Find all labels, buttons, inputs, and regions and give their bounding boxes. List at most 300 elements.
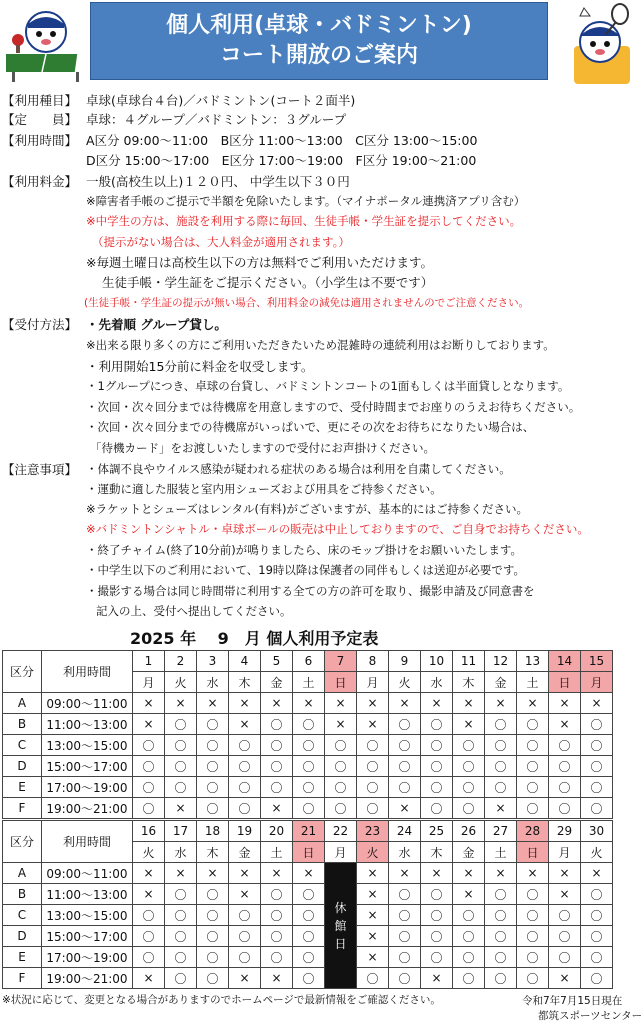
slot-time: 17:00～19:00 <box>42 947 133 968</box>
availability-cell: 〇 <box>581 777 613 798</box>
ryokin-label: 【利用料金】 <box>2 174 78 189</box>
weekday-14: 日 <box>549 672 581 693</box>
chui-line7: ・撮影する場合は同じ時間帯に利用する全ての方の許可を取り、撮影申請及び同意書を <box>86 584 535 598</box>
availability-cell: 〇 <box>517 947 549 968</box>
availability-cell: 〇 <box>133 905 165 926</box>
availability-cell: × <box>229 714 261 735</box>
availability-cell: 〇 <box>325 735 357 756</box>
table-row <box>3 777 613 798</box>
chui-line2: ・運動に適した服装と室内用シューズおよび用具をご持参ください。 <box>86 482 442 496</box>
day-number-10: 10 <box>421 651 453 672</box>
weekday-6: 土 <box>293 672 325 693</box>
weekday-28: 日 <box>517 842 549 863</box>
availability-cell: 〇 <box>517 798 549 819</box>
footer-org: 都筑スポーツセンター <box>538 1010 642 1022</box>
availability-cell: × <box>485 798 517 819</box>
weekday-21: 日 <box>293 842 325 863</box>
availability-cell: × <box>229 884 261 905</box>
availability-cell: 〇 <box>197 777 229 798</box>
uketsuke-line6: ・次回・次々回分までの待機席がいっぱいで、更にその次をお待ちになりたい場合は、 <box>86 420 535 434</box>
availability-cell: 〇 <box>453 968 485 989</box>
availability-cell: × <box>357 926 389 947</box>
availability-cell: × <box>261 968 293 989</box>
availability-cell: 〇 <box>197 714 229 735</box>
day-number-24: 24 <box>389 821 421 842</box>
slot-kubun: A <box>3 863 42 884</box>
availability-cell: × <box>197 863 229 884</box>
slot-time: 09:00～11:00 <box>42 863 133 884</box>
footer-note: ※状況に応じて、変更となる場合がありますのでホームページで最新情報をご確認ください。 <box>2 994 441 1006</box>
availability-cell: × <box>421 693 453 714</box>
day-number-6: 6 <box>293 651 325 672</box>
weekday-25: 木 <box>421 842 453 863</box>
availability-cell: 〇 <box>453 798 485 819</box>
availability-cell: 〇 <box>389 756 421 777</box>
availability-cell: × <box>165 863 197 884</box>
availability-cell: × <box>133 693 165 714</box>
availability-cell: 〇 <box>581 884 613 905</box>
availability-cell: 〇 <box>517 777 549 798</box>
title-line2: コート開放のご案内 <box>219 43 418 68</box>
availability-cell: 〇 <box>197 968 229 989</box>
availability-cell: 〇 <box>421 735 453 756</box>
availability-cell: 〇 <box>389 968 421 989</box>
slot-time: 13:00～15:00 <box>42 905 133 926</box>
availability-cell: 〇 <box>453 756 485 777</box>
availability-cell: × <box>357 905 389 926</box>
day-number-27: 27 <box>485 821 517 842</box>
riyo-label: 【利用種目】 <box>2 93 78 108</box>
weekday-26: 金 <box>453 842 485 863</box>
availability-cell: × <box>325 714 357 735</box>
uketsuke-line4: ・1グループにつき、卓球の台貸し、バドミントンコートの1面もしくは半面貸しとなります。 <box>86 379 570 393</box>
table-row <box>3 926 613 947</box>
availability-cell: 〇 <box>549 926 581 947</box>
day-number-12: 12 <box>485 651 517 672</box>
jikan-line2: D区分 15:00～17:00 E区分 17:00～19:00 F区分 19:00～21:00 <box>86 153 477 168</box>
chui-line3: ※ラケットとシューズはレンタル(有料)がございますが、基本的にはご持参ください。 <box>86 502 528 516</box>
slot-kubun: F <box>3 798 42 819</box>
weekday-11: 木 <box>453 672 485 693</box>
day-number-3: 3 <box>197 651 229 672</box>
availability-cell: 〇 <box>517 968 549 989</box>
availability-cell: × <box>165 693 197 714</box>
availability-cell: 〇 <box>261 777 293 798</box>
day-number-13: 13 <box>517 651 549 672</box>
slot-kubun: D <box>3 926 42 947</box>
schedule-table-second-half <box>2 820 613 989</box>
uketsuke-label: 【受付方法】 <box>2 317 78 332</box>
header <box>0 0 642 88</box>
availability-cell: 〇 <box>485 947 517 968</box>
availability-cell: 〇 <box>261 926 293 947</box>
title-banner <box>90 2 548 80</box>
availability-cell: 〇 <box>133 756 165 777</box>
slot-kubun: A <box>3 693 42 714</box>
chui-line5: ・終了チャイム(終了10分前)が鳴りましたら、床のモップ掛けをお願いいたします。 <box>86 543 522 557</box>
ryokin-line6: 生徒手帳・学生証をご提示ください。（小学生は不要です） <box>102 275 434 290</box>
availability-cell: 〇 <box>421 777 453 798</box>
table-row <box>3 798 613 819</box>
day-number-23: 23 <box>357 821 389 842</box>
availability-cell: 〇 <box>261 884 293 905</box>
day-number-4: 4 <box>229 651 261 672</box>
availability-cell: × <box>517 863 549 884</box>
closed-day-char: 日 <box>334 936 347 951</box>
availability-cell: 〇 <box>133 947 165 968</box>
availability-cell: 〇 <box>293 884 325 905</box>
weekday-22: 月 <box>325 842 357 863</box>
slot-kubun: C <box>3 905 42 926</box>
day-number-26: 26 <box>453 821 485 842</box>
weekday-4: 木 <box>229 672 261 693</box>
availability-cell: 〇 <box>133 777 165 798</box>
weekday-13: 土 <box>517 672 549 693</box>
weekday-10: 水 <box>421 672 453 693</box>
table-row <box>3 968 613 989</box>
availability-cell: 〇 <box>293 905 325 926</box>
availability-cell: 〇 <box>389 947 421 968</box>
chui-line1: ・体調不良やウイルス感染が疑われる症状のある場合は利用を自粛してください。 <box>86 462 511 476</box>
availability-cell: × <box>229 863 261 884</box>
header-jikan: 利用時間 <box>42 651 133 693</box>
day-number-28: 28 <box>517 821 549 842</box>
slot-time: 11:00～13:00 <box>42 884 133 905</box>
table-row <box>3 863 613 884</box>
availability-cell: 〇 <box>357 968 389 989</box>
availability-cell: 〇 <box>549 947 581 968</box>
availability-cell: × <box>165 798 197 819</box>
table-row <box>3 714 613 735</box>
ryokin-line4: （提示がない場合は、大人料金が適用されます。） <box>92 235 350 249</box>
availability-cell: × <box>549 884 581 905</box>
availability-cell: 〇 <box>165 947 197 968</box>
header-kubun: 区分 <box>3 651 42 693</box>
availability-cell: 〇 <box>581 756 613 777</box>
title-line1: 個人利用(卓球・バドミントン) <box>166 13 472 38</box>
weekday-16: 火 <box>133 842 165 863</box>
availability-cell: 〇 <box>197 798 229 819</box>
weekday-9: 火 <box>389 672 421 693</box>
availability-cell: × <box>389 798 421 819</box>
availability-cell: 〇 <box>485 884 517 905</box>
availability-cell: × <box>453 884 485 905</box>
header-kubun: 区分 <box>3 821 42 863</box>
availability-cell: 〇 <box>517 884 549 905</box>
availability-cell: 〇 <box>293 756 325 777</box>
availability-cell: 〇 <box>357 756 389 777</box>
availability-cell: 〇 <box>389 926 421 947</box>
table-header-row-days <box>3 651 613 672</box>
ryokin-line3: ※中学生の方は、施設を利用する際に毎回、生徒手帳・学生証を提示してください。 <box>86 214 522 228</box>
jikan-line1: A区分 09:00～11:00 B区分 11:00～13:00 C区分 13:00～15:00 <box>86 133 478 148</box>
weekday-18: 木 <box>197 842 229 863</box>
availability-cell: 〇 <box>357 777 389 798</box>
chui-line8: 記入の上、受付へ提出してください。 <box>96 604 292 618</box>
availability-cell: 〇 <box>421 884 453 905</box>
day-number-5: 5 <box>261 651 293 672</box>
availability-cell: × <box>421 863 453 884</box>
availability-cell: 〇 <box>229 756 261 777</box>
availability-cell: × <box>357 863 389 884</box>
slot-kubun: B <box>3 714 42 735</box>
availability-cell: × <box>357 884 389 905</box>
availability-cell: × <box>197 693 229 714</box>
availability-cell: 〇 <box>453 735 485 756</box>
availability-cell: 〇 <box>421 798 453 819</box>
uketsuke-line3: ・利用開始15分前に料金を収受します。 <box>86 359 314 374</box>
day-number-18: 18 <box>197 821 229 842</box>
day-number-7: 7 <box>325 651 357 672</box>
availability-cell: × <box>485 693 517 714</box>
weekday-2: 火 <box>165 672 197 693</box>
availability-cell: 〇 <box>485 735 517 756</box>
jikan-label: 【利用時間】 <box>2 133 78 148</box>
ryokin-line1: 一般(高校生以上)１２０円、 中学生以下３０円 <box>86 174 350 189</box>
availability-cell: 〇 <box>421 926 453 947</box>
availability-cell: 〇 <box>325 777 357 798</box>
availability-cell: 〇 <box>197 905 229 926</box>
availability-cell: 〇 <box>389 884 421 905</box>
availability-cell: × <box>229 693 261 714</box>
slot-time: 17:00～19:00 <box>42 777 133 798</box>
slot-time: 09:00～11:00 <box>42 693 133 714</box>
day-number-21: 21 <box>293 821 325 842</box>
availability-cell: × <box>517 693 549 714</box>
availability-cell: × <box>453 863 485 884</box>
weekday-20: 土 <box>261 842 293 863</box>
slot-kubun: D <box>3 756 42 777</box>
availability-cell: 〇 <box>293 947 325 968</box>
availability-cell: 〇 <box>261 905 293 926</box>
availability-cell: 〇 <box>389 735 421 756</box>
availability-cell: 〇 <box>485 926 517 947</box>
availability-cell: 〇 <box>389 777 421 798</box>
schedule-table-first-half <box>2 650 613 819</box>
availability-cell: × <box>133 714 165 735</box>
availability-cell: × <box>549 693 581 714</box>
availability-cell: 〇 <box>197 756 229 777</box>
availability-cell: 〇 <box>293 735 325 756</box>
table-row <box>3 884 613 905</box>
availability-cell: × <box>261 863 293 884</box>
closed-day-char: 館 <box>334 918 347 933</box>
slot-time: 15:00～17:00 <box>42 926 133 947</box>
riyo-value: 卓球(卓球台４台)／バドミントン(コート２面半) <box>86 93 356 108</box>
availability-cell: 〇 <box>581 714 613 735</box>
day-number-2: 2 <box>165 651 197 672</box>
weekday-30: 火 <box>581 842 613 863</box>
availability-cell: 〇 <box>581 968 613 989</box>
availability-cell: × <box>357 693 389 714</box>
availability-cell: 〇 <box>421 714 453 735</box>
slot-time: 19:00～21:00 <box>42 798 133 819</box>
table-row <box>3 735 613 756</box>
availability-cell: × <box>133 884 165 905</box>
availability-cell: 〇 <box>229 905 261 926</box>
availability-cell: 〇 <box>389 714 421 735</box>
availability-cell: 〇 <box>133 735 165 756</box>
availability-cell: 〇 <box>581 947 613 968</box>
table-tennis-mascot-icon <box>6 6 86 84</box>
availability-cell: 〇 <box>549 777 581 798</box>
availability-cell: × <box>261 693 293 714</box>
weekday-3: 水 <box>197 672 229 693</box>
availability-cell: 〇 <box>165 735 197 756</box>
availability-cell: 〇 <box>421 947 453 968</box>
availability-cell: 〇 <box>485 905 517 926</box>
day-number-11: 11 <box>453 651 485 672</box>
availability-cell: × <box>453 693 485 714</box>
table-row <box>3 693 613 714</box>
availability-cell: 〇 <box>517 735 549 756</box>
table-header-row-days <box>3 821 613 842</box>
availability-cell: 〇 <box>357 735 389 756</box>
availability-cell: × <box>549 863 581 884</box>
availability-cell: × <box>357 714 389 735</box>
closed-day-cell <box>325 863 357 989</box>
day-number-29: 29 <box>549 821 581 842</box>
availability-cell: 〇 <box>293 926 325 947</box>
availability-cell: 〇 <box>165 905 197 926</box>
availability-cell: 〇 <box>133 798 165 819</box>
weekday-5: 金 <box>261 672 293 693</box>
availability-cell: × <box>389 693 421 714</box>
availability-cell: × <box>133 968 165 989</box>
availability-cell: × <box>453 714 485 735</box>
day-number-9: 9 <box>389 651 421 672</box>
availability-cell: × <box>229 968 261 989</box>
ryokin-line2: ※障害者手帳のご提示で半額を免除いたします。（マイナポータル連携済アプリ含む） <box>86 194 526 208</box>
availability-cell: × <box>325 693 357 714</box>
weekday-1: 月 <box>133 672 165 693</box>
availability-cell: × <box>293 693 325 714</box>
availability-cell: 〇 <box>581 926 613 947</box>
weekday-27: 土 <box>485 842 517 863</box>
uketsuke-line5: ・次回・次々回分までは待機席を用意しますので、受付時間までお座りのうえお待ちください。 <box>86 400 581 414</box>
slot-kubun: C <box>3 735 42 756</box>
availability-cell: × <box>485 863 517 884</box>
table-row <box>3 947 613 968</box>
availability-cell: 〇 <box>261 947 293 968</box>
availability-cell: × <box>261 798 293 819</box>
availability-cell: 〇 <box>165 926 197 947</box>
availability-cell: 〇 <box>325 756 357 777</box>
availability-cell: 〇 <box>197 735 229 756</box>
slot-kubun: E <box>3 947 42 968</box>
slot-kubun: B <box>3 884 42 905</box>
availability-cell: 〇 <box>581 735 613 756</box>
availability-cell: 〇 <box>165 884 197 905</box>
availability-cell: 〇 <box>581 905 613 926</box>
weekday-29: 月 <box>549 842 581 863</box>
availability-cell: 〇 <box>261 756 293 777</box>
slot-time: 15:00～17:00 <box>42 756 133 777</box>
uketsuke-line7: 「待機カード」をお渡しいたしますので受付にお声掛けください。 <box>90 441 435 455</box>
weekday-12: 金 <box>485 672 517 693</box>
weekday-7: 日 <box>325 672 357 693</box>
ryokin-line7: (生徒手帳・学生証の提示が無い場合、利用料金の減免は適用されませんのでご注意ください。 <box>84 297 530 309</box>
availability-cell: 〇 <box>549 905 581 926</box>
availability-cell: × <box>389 863 421 884</box>
slot-time: 11:00～13:00 <box>42 714 133 735</box>
availability-cell: 〇 <box>485 756 517 777</box>
weekday-24: 水 <box>389 842 421 863</box>
badminton-mascot-icon <box>560 2 638 88</box>
availability-cell: 〇 <box>549 735 581 756</box>
availability-cell: 〇 <box>165 756 197 777</box>
availability-cell: 〇 <box>517 756 549 777</box>
availability-cell: 〇 <box>581 798 613 819</box>
slot-kubun: F <box>3 968 42 989</box>
availability-cell: 〇 <box>421 905 453 926</box>
teiin-label: 【定 員】 <box>2 112 78 127</box>
availability-cell: 〇 <box>197 947 229 968</box>
day-number-8: 8 <box>357 651 389 672</box>
availability-cell: × <box>549 714 581 735</box>
availability-cell: 〇 <box>389 905 421 926</box>
footer-date: 令和7年7月15日現在 <box>522 995 623 1007</box>
weekday-17: 水 <box>165 842 197 863</box>
slot-kubun: E <box>3 777 42 798</box>
ryokin-line5: ※毎週土曜日は高校生以下の方は無料でご利用いただけます。 <box>86 255 433 270</box>
availability-cell: 〇 <box>229 777 261 798</box>
availability-cell: 〇 <box>453 777 485 798</box>
chui-line6: ・中学生以下のご利用において、19時以降は保護者の同伴もしくは送迎が必要です。 <box>86 563 525 577</box>
schedule-title: 2025 年 9 月 個人利用予定表 <box>130 629 379 648</box>
weekday-23: 火 <box>357 842 389 863</box>
availability-cell: 〇 <box>485 777 517 798</box>
table-row <box>3 905 613 926</box>
chui-line4: ※バドミントンシャトル・卓球ボールの販売は中止しておりますので、ご自身でお持ちください。 <box>86 522 589 536</box>
day-number-20: 20 <box>261 821 293 842</box>
uketsuke-line2: ※出来る限り多くの方にご利用いただきたいため混雑時の連続利用はお断りしております。 <box>86 338 555 352</box>
availability-cell: 〇 <box>453 905 485 926</box>
availability-cell: 〇 <box>229 926 261 947</box>
table-row <box>3 756 613 777</box>
availability-cell: 〇 <box>549 756 581 777</box>
availability-cell: 〇 <box>165 777 197 798</box>
availability-cell: × <box>549 968 581 989</box>
availability-cell: 〇 <box>261 735 293 756</box>
availability-cell: 〇 <box>133 926 165 947</box>
availability-cell: × <box>133 863 165 884</box>
availability-cell: 〇 <box>421 756 453 777</box>
day-number-17: 17 <box>165 821 197 842</box>
availability-cell: 〇 <box>485 968 517 989</box>
teiin-value: 卓球：４グループ／バドミントン：３グループ <box>86 112 347 127</box>
availability-cell: 〇 <box>165 714 197 735</box>
availability-cell: 〇 <box>165 968 197 989</box>
availability-cell: 〇 <box>293 798 325 819</box>
availability-cell: 〇 <box>517 714 549 735</box>
availability-cell: × <box>581 693 613 714</box>
availability-cell: 〇 <box>293 968 325 989</box>
day-number-22: 22 <box>325 821 357 842</box>
availability-cell: 〇 <box>229 947 261 968</box>
availability-cell: 〇 <box>453 926 485 947</box>
weekday-15: 月 <box>581 672 613 693</box>
chui-label: 【注意事項】 <box>2 462 78 477</box>
availability-cell: 〇 <box>517 926 549 947</box>
slot-time: 13:00～15:00 <box>42 735 133 756</box>
day-number-1: 1 <box>133 651 165 672</box>
availability-cell: 〇 <box>325 798 357 819</box>
day-number-15: 15 <box>581 651 613 672</box>
availability-cell: 〇 <box>485 714 517 735</box>
availability-cell: 〇 <box>453 947 485 968</box>
day-number-25: 25 <box>421 821 453 842</box>
